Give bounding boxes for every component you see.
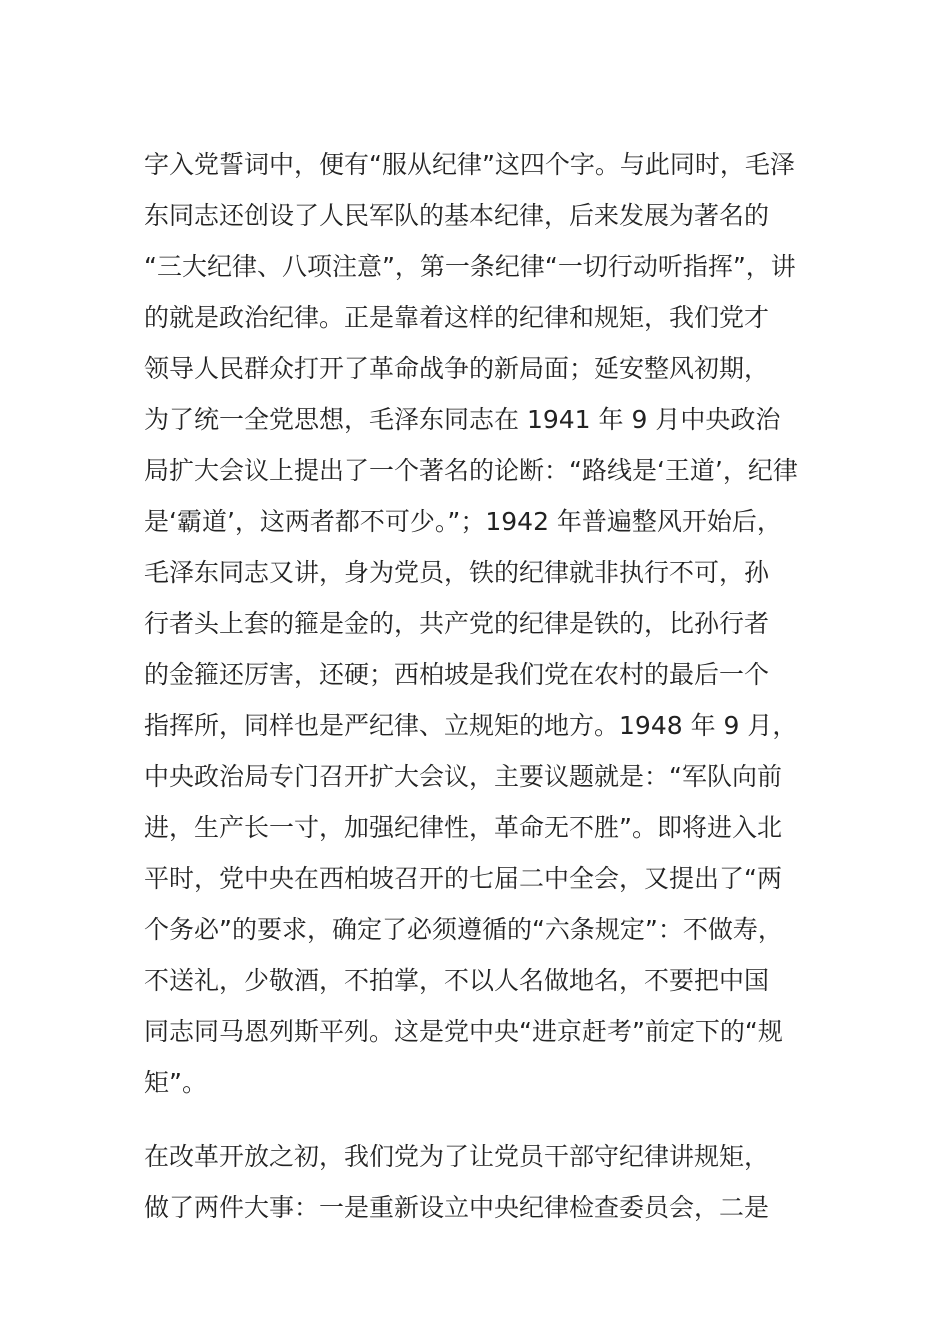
text-line: 领导人民群众打开了革命战争的新局面；延安整风初期， — [144, 354, 770, 383]
text-line: 不送礼，少敬酒，不拍掌，不以人名做地名，不要把中国 — [144, 966, 770, 995]
text-line: 毛泽东同志又讲，身为党员，铁的纪律就非执行不可，孙 — [144, 558, 770, 587]
text-line: 是‘霸道’，这两者都不可少。”；1942 年普遍整风开始后， — [144, 507, 782, 536]
text-line: 中央政治局专门召开扩大会议，主要议题就是：“军队向前 — [144, 762, 782, 791]
text-line: 平时，党中央在西柏坡召开的七届二中全会，又提出了“两 — [144, 864, 782, 893]
text-line: 字入党誓词中，便有“服从纪律”这四个字。与此同时，毛泽 — [144, 150, 795, 179]
document-body — [144, 139, 814, 1233]
text-line: 的金箍还厉害，还硬；西柏坡是我们党在农村的最后一个 — [144, 660, 770, 689]
text-line: 进，生产长一寸，加强纪律性，革命无不胜”。即将进入北 — [144, 813, 782, 842]
paragraph-1 — [144, 139, 814, 1108]
text-line: 矩”。 — [144, 1068, 207, 1097]
text-line: 同志同马恩列斯平列。这是党中央“进京赶考”前定下的“规 — [144, 1017, 783, 1046]
text-line: 行者头上套的箍是金的，共产党的纪律是铁的，比孙行者 — [144, 609, 770, 638]
text-line: 在改革开放之初，我们党为了让党员干部守纪律讲规矩， — [144, 1142, 770, 1171]
text-line: 个务必”的要求，确定了必须遵循的“六条规定”：不做寿， — [144, 915, 783, 944]
text-line: 东同志还创设了人民军队的基本纪律，后来发展为著名的 — [144, 201, 770, 230]
text-line: 局扩大会议上提出了一个著名的论断：“路线是‘王道’，纪律 — [144, 456, 798, 485]
text-line: 指挥所，同样也是严纪律、立规矩的地方。1948 年 9 月， — [144, 711, 798, 740]
text-line: 做了两件大事：一是重新设立中央纪律检查委员会，二是 — [144, 1193, 770, 1222]
paragraph-2 — [144, 1131, 814, 1233]
text-line: 为了统一全党思想，毛泽东同志在 1941 年 9 月中央政治 — [144, 405, 781, 434]
paragraph-spacer — [144, 1108, 814, 1131]
text-line: “三大纪律、八项注意”，第一条纪律“一切行动听指挥”，讲 — [144, 252, 796, 281]
text-line: 的就是政治纪律。正是靠着这样的纪律和规矩，我们党才 — [144, 303, 770, 332]
